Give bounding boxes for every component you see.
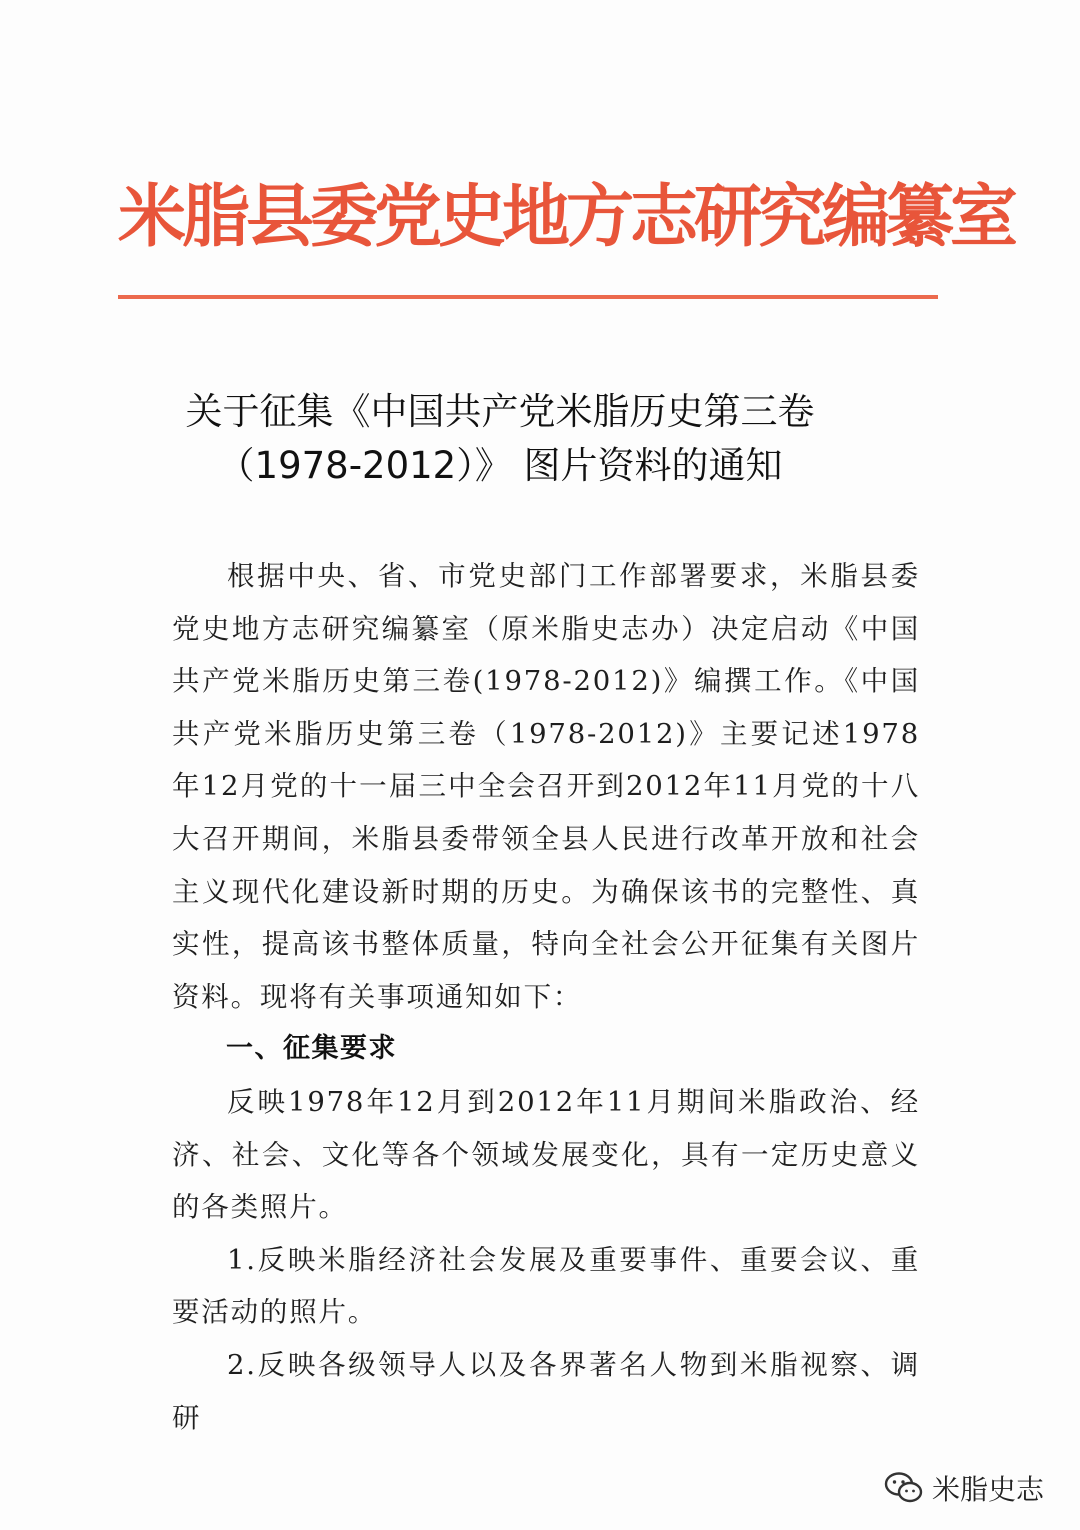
requirements-paragraph: 反映1978年12月到2012年11月期间米脂政治、经济、社会、文化等各个领域发展变化，具有一定历史意义的各类照片。: [172, 1085, 920, 1224]
title-line-2: （1978-2012）》 图片资料的通知: [217, 444, 783, 487]
list-item: 2.反映各级领导人以及各界著名人物到米脂视察、调研: [172, 1348, 920, 1434]
title-line-1: 关于征集《中国共产党米脂历史第三卷: [185, 390, 815, 433]
letterhead-rule: [118, 295, 938, 299]
org-letterhead: [118, 168, 1015, 268]
document-title: [150, 385, 930, 493]
list-item: 1.反映米脂经济社会发展及重要事件、重要会议、重要活动的照片。: [172, 1243, 920, 1329]
document-body: [172, 550, 920, 1444]
watermark-text: 米脂史志: [931, 1473, 1044, 1506]
section-heading: 一、征集要求: [226, 1033, 397, 1065]
account-watermark: [884, 1468, 1044, 1508]
org-name: 米脂县委党史地方志研究编纂室: [118, 178, 1015, 257]
intro-paragraph: 根据中央、省、市党史部门工作部署要求，米脂县委党史地方志研究编纂室（原米脂史志办）决定启动《中国共产党米脂历史第三卷(1978-2012)》编撰工作。《中国共产党米脂历史第三卷（1978-2012)》主要记述1978年12月党的十一届三中全会召开到2012年11月党的十八大召开期间，米脂县委带领全县人民进行改革开放和社会主义现代化建设新时期的历史。为确保该书的完整性、真实性，提高该书整体质量，特向全社会公开征集有关图片资料。现将有关事项通知如下：: [172, 560, 920, 1013]
wechat-icon: [884, 1471, 924, 1505]
